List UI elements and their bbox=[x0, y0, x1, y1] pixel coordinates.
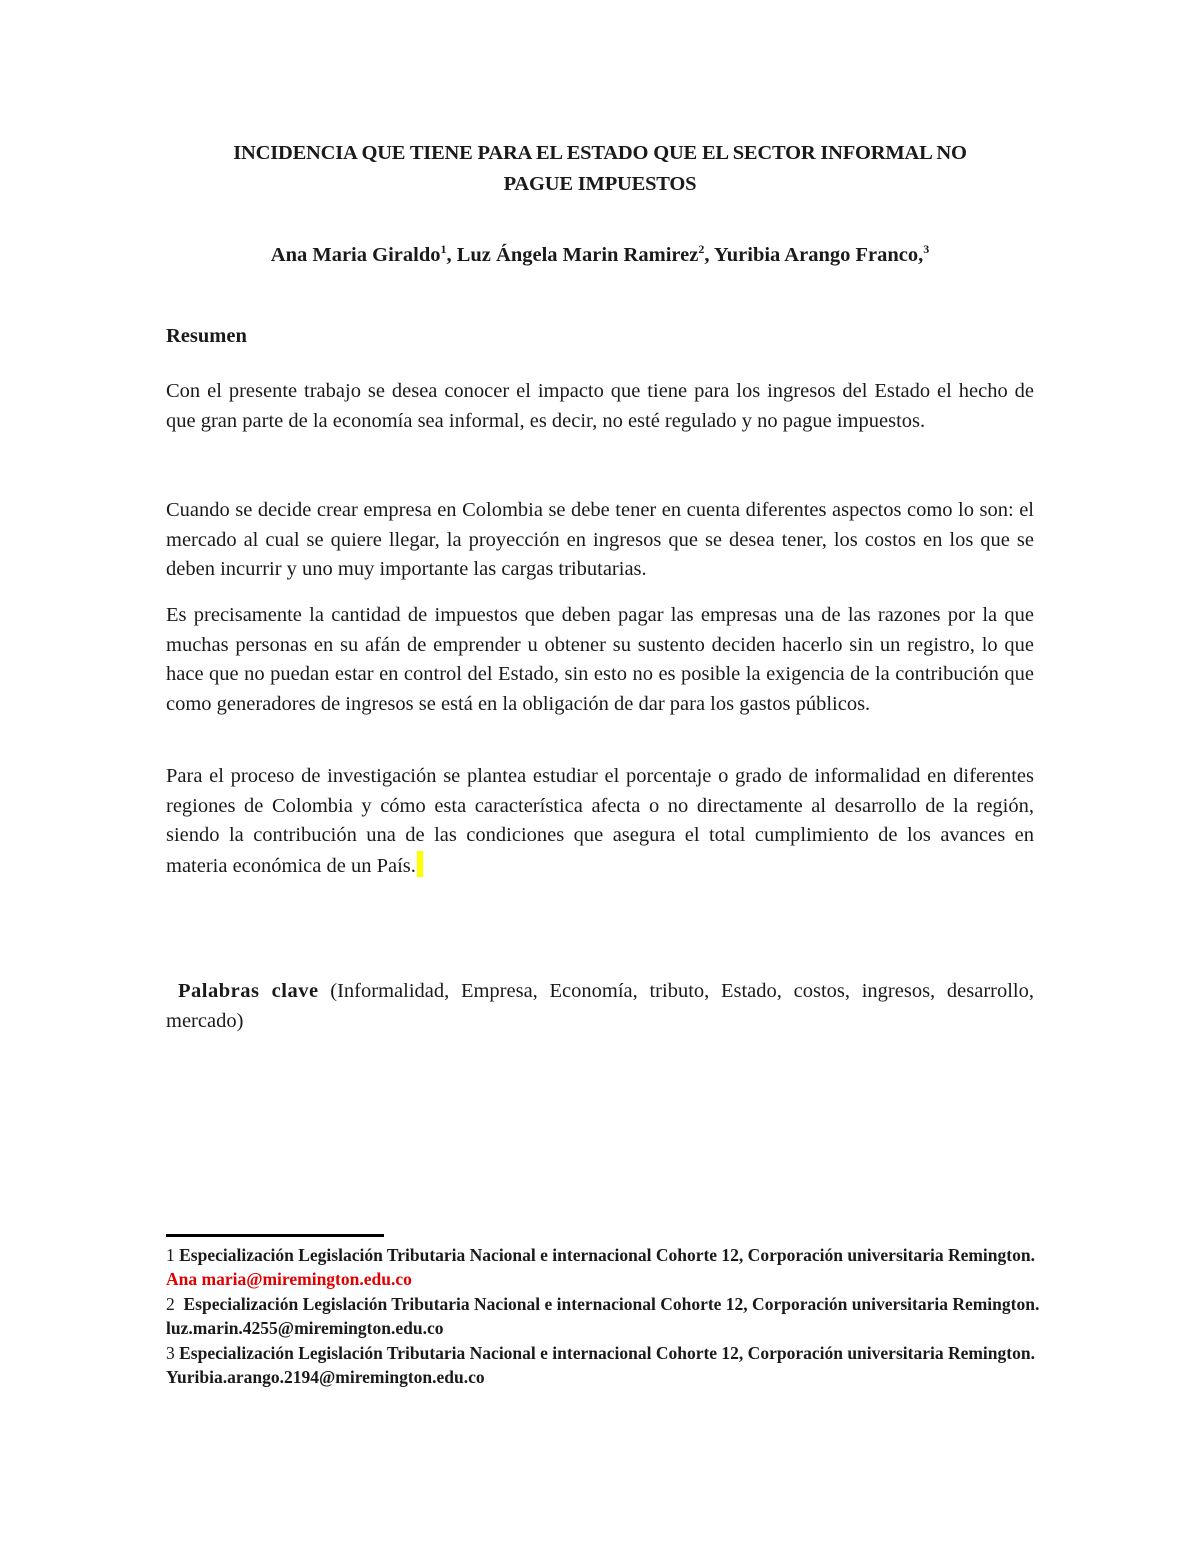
author-3-footnote-mark[interactable]: 3 bbox=[923, 242, 930, 256]
author-separator: , bbox=[446, 244, 457, 266]
footnote-1-email-link[interactable]: Ana maria@miremington.edu.co bbox=[166, 1269, 412, 1289]
author-2-footnote-mark[interactable]: 2 bbox=[698, 242, 705, 256]
author-list bbox=[120, 240, 1080, 270]
footnote-1-text: Especialización Legislación Tributaria Nacional e internacional Cohorte 12, Corporación universitaria Remington. bbox=[179, 1245, 1035, 1265]
abstract-paragraph-4 bbox=[166, 762, 1034, 881]
author-3-name: Yuribia Arango Franco, bbox=[713, 244, 924, 266]
text-cursor-highlight bbox=[417, 851, 423, 877]
author-1-footnote-mark[interactable]: 1 bbox=[440, 242, 447, 256]
keywords-paragraph bbox=[166, 977, 1034, 1036]
footnote-2-text: Especialización Legislación Tributaria Nacional e internacional Cohorte 12, Corporación universitaria Remington. bbox=[183, 1294, 1040, 1314]
document-title bbox=[150, 138, 1050, 200]
footnote-2-number: 2 bbox=[166, 1294, 175, 1314]
title-line-1: INCIDENCIA QUE TIENE PARA EL ESTADO QUE EL SECTOR INFORMAL NO bbox=[233, 142, 967, 164]
keywords-list: (Informalidad, Empresa, Economía, tributo, Estado, costos, ingresos, desarrollo, mercado) bbox=[166, 980, 1034, 1032]
abstract-paragraph-4-text: Para el proceso de investigación se plantea estudiar el porcentaje o grado de informalidad en diferentes regiones de Colombia y cómo esta característica afecta o no directamente al desarrollo de la región, siendo la contribución una de las condiciones que asegura el total cumplimiento de los avances en materia económica de un País. bbox=[166, 765, 1034, 877]
author-2-name: Luz Ángela Marin Ramirez bbox=[456, 244, 699, 266]
footnote-2-email[interactable]: luz.marin.4255@miremington.edu.co bbox=[166, 1318, 444, 1338]
abstract-paragraph-2: Cuando se decide crear empresa en Colombia se debe tener en cuenta diferentes aspectos como lo son: el mercado al cual se quiere llegar, la proyección en ingresos que se desea tener, los costos en los que se deben incurrir y uno muy importante las cargas tributarias. bbox=[166, 499, 1034, 580]
footnote-3-email[interactable]: Yuribia.arango.2194@miremington.edu.co bbox=[166, 1367, 485, 1387]
abstract-paragraph-3: Es precisamente la cantidad de impuestos que deben pagar las empresas una de las razones por la que muchas personas en su afán de emprender u obtener su sustento deciden hacerlo sin un registro, lo que hace que no puedan estar en control del Estado, sin esto no es posible la exigencia de la contribución que como generadores de ingresos se está en la obligación de dar para los gastos públicos. bbox=[166, 604, 1034, 715]
footnote-3-text: Especialización Legislación Tributaria Nacional e internacional Cohorte 12, Corporación universitaria Remington. bbox=[179, 1343, 1035, 1363]
abstract-heading: Resumen bbox=[166, 325, 247, 347]
footnote-1-number: 1 bbox=[166, 1245, 175, 1265]
footnote-2 bbox=[166, 1292, 1046, 1340]
author-separator: , bbox=[704, 244, 714, 266]
footnote-3 bbox=[166, 1341, 1046, 1389]
footnote-separator bbox=[166, 1234, 384, 1237]
footnote-3-number: 3 bbox=[166, 1343, 175, 1363]
keywords-label: Palabras clave bbox=[178, 980, 319, 1002]
author-1-name: Ana Maria Giraldo bbox=[270, 244, 441, 266]
abstract-paragraph-1: Con el presente trabajo se desea conocer el impacto que tiene para los ingresos del Estado el hecho de que gran parte de la economía sea informal, es decir, no esté regulado y no pague impuestos. bbox=[166, 380, 1034, 432]
title-line-2: PAGUE IMPUESTOS bbox=[503, 173, 697, 195]
footnote-1 bbox=[166, 1243, 1046, 1291]
